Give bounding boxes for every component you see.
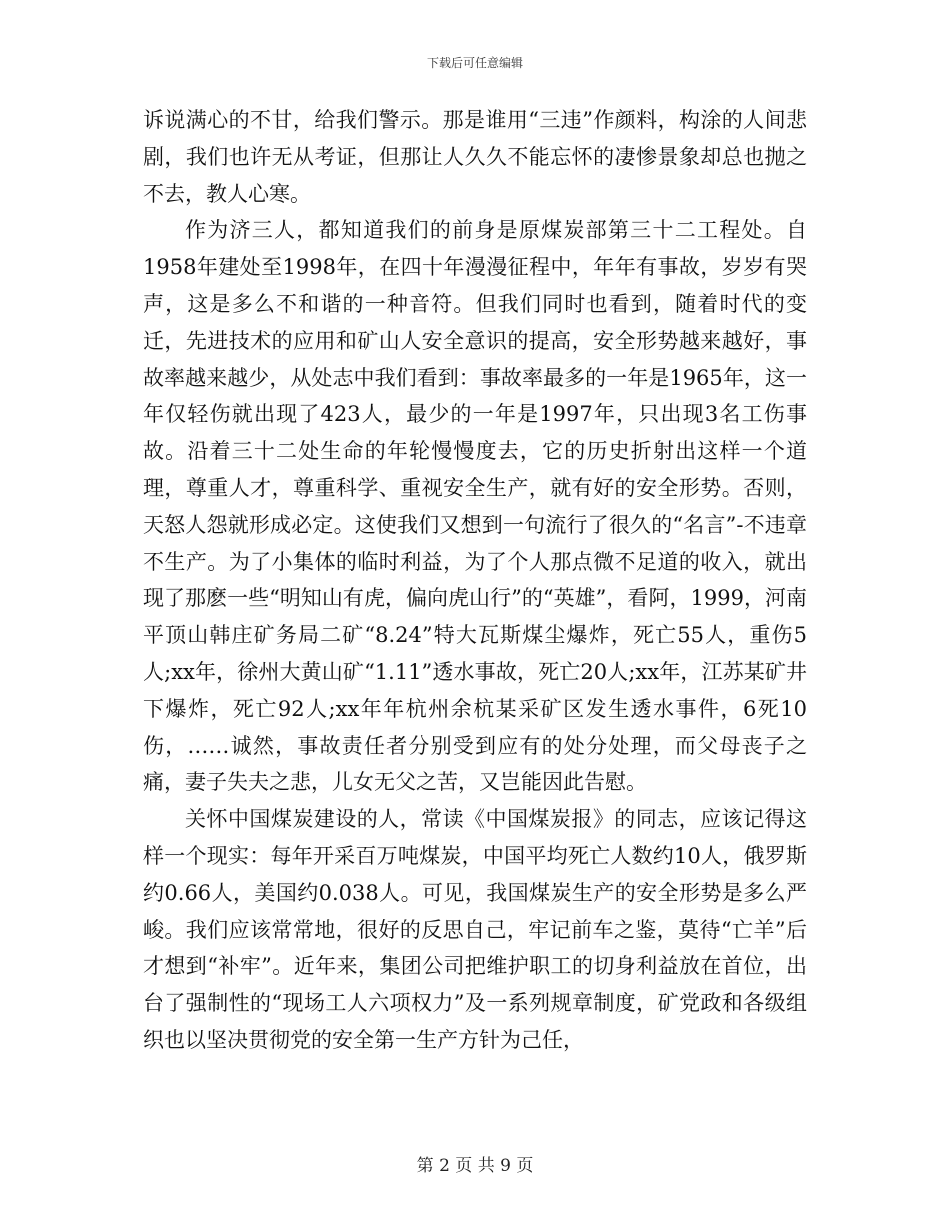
paragraph-continued: 诉说满心的不甘，给我们警示。那是谁用“三违”作颜料，构涂的人间悲剧，我们也许无从考证，但那让人久久不能忘怀的凄惨景象却总也抛之不去，教人心寒。 [143, 108, 807, 206]
page-header-note: 下载后可任意编辑 [426, 56, 523, 70]
paragraph-statistics: 关怀中国煤炭建设的人，常读《中国煤炭报》的同志，应该记得这样一个现实：每年开采百万吨煤炭，中国平均死亡人数约10人，俄罗斯约0.66人，美国约0.038人。可见，我国煤炭生产的安全形势是多么严峻。我们应该常常地，很好的反思自己，牢记前车之鉴，莫待“亡羊”后才想到“补牢”。近年来，集团公司把维护职工的切身利益放在首位，出台了强制性的“现场工人六项权力”及一系列规章制度，矿党政和各级组织也以坚决贯彻党的安全第一生产方针为己任， [143, 807, 807, 1052]
paragraph-history: 作为济三人，都知道我们的前身是原煤炭部第三十二工程处。自1958年建处至1998年，在四十年漫漫征程中，年年有事故，岁岁有哭声，这是多么不和谐的一种音符。但我们同时也看到，随着时代的变迁，先进技术的应用和矿山人安全意识的提高，安全形势越来越好，事故率越来越少，从处志中我们看到：事故率最多的一年是1965年，这一年仅轻伤就出现了423人，最少的一年是1997年，只出现3名工伤事故。沿着三十二处生命的年轮慢慢度去，它的历史折射出这样一个道理，尊重人才，尊重科学、重视安全生产，就有好的安全形势。否则，天怒人怨就形成必定。这使我们又想到一句流行了很久的“名言”-不违章不生产。为了小集体的临时利益，为了个人那点微不足道的收入，就出现了那麽一些“明知山有虎，偏向虎山行”的“英雄”，看阿，1999，河南平顶山韩庄矿务局二矿“8.24”特大瓦斯煤尘爆炸，死亡55人，重伤5人;xx年，徐州大黄山矿“1.11”透水事故，死亡20人;xx年，江苏某矿井下爆炸，死亡92人;xx年年杭州余杭某采矿区发生透水事件，6死10伤，……诚然，事故责任者分别受到应有的处分处理，而父母丧子之痛，妻子失夫之悲，儿女无父之苦，又岂能因此告慰。 [143, 218, 807, 795]
page-number: 第 2 页 共 9 页 [416, 1156, 534, 1176]
document-body [143, 102, 807, 1059]
